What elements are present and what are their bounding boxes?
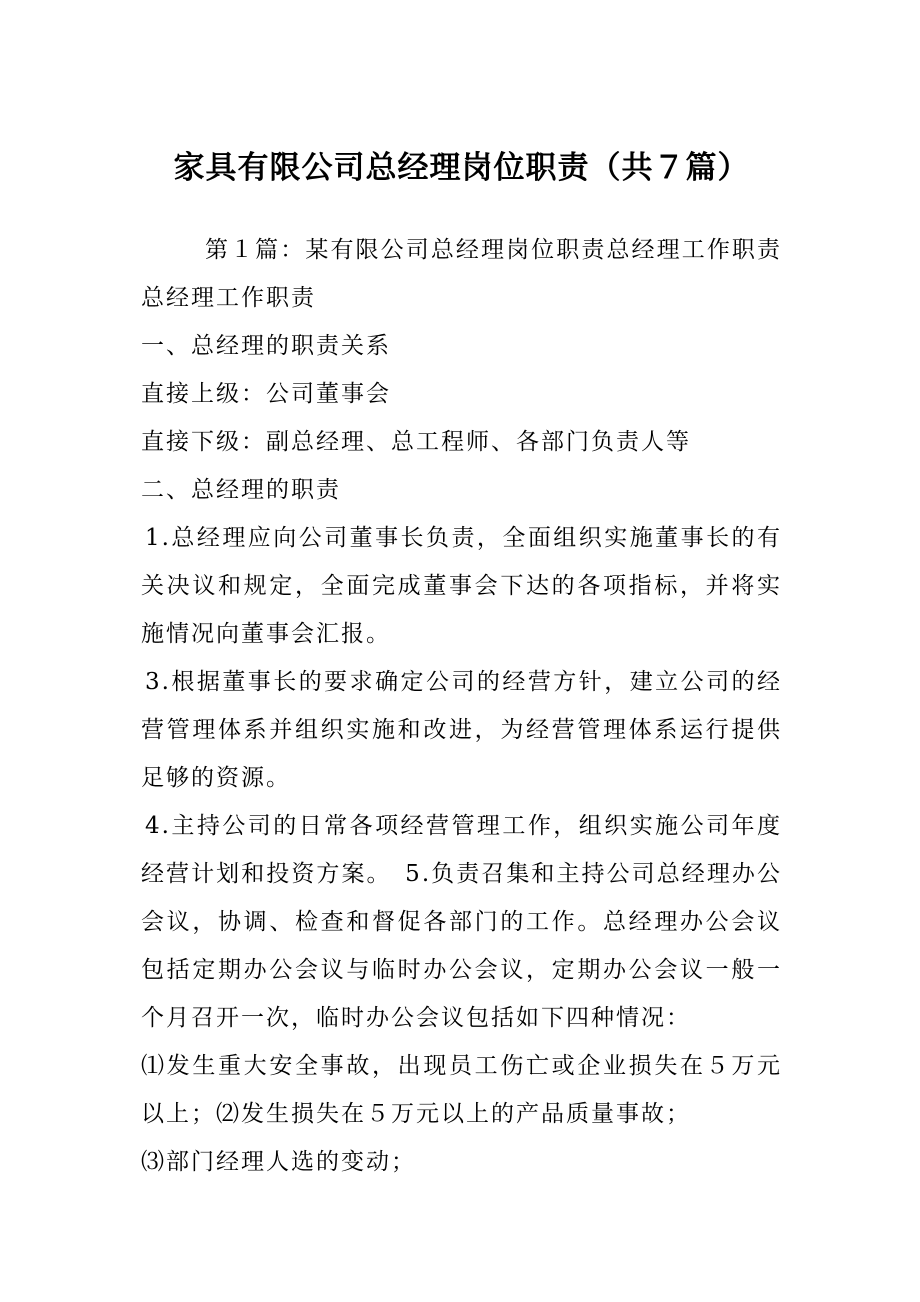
paragraph-duty-3: 3.根据董事长的要求确定公司的经营方针，建立公司的经营管理体系并组织实施和改进，为经营管理体系运行提供足够的资源。 xyxy=(141,669,782,791)
paragraph-duty-1: 1.总经理应向公司董事长负责，全面组织实施董事长的有关决议和规定，全面完成董事会下达的各项指标，并将实施情况向董事会汇报。 xyxy=(141,525,782,647)
document-title: 家具有限公司总经理岗位职责（共７篇） xyxy=(173,150,750,186)
paragraph-direct-superior: 直接上级：公司董事会 xyxy=(141,381,391,407)
paragraph-direct-subordinates: 直接下级：副总经理、总工程师、各部门负责人等 xyxy=(141,429,691,455)
paragraph-meeting-case-3: ⑶部门经理人选的变动； xyxy=(141,1149,416,1175)
paragraph-article-heading: 第１篇：某有限公司总经理岗位职责总经理工作职责总经理工作职责 xyxy=(141,237,782,311)
paragraph-section-two-heading: 二、总经理的职责 xyxy=(141,477,341,503)
document-body xyxy=(141,226,782,1186)
paragraph-section-one-heading: 一、总经理的职责关系 xyxy=(141,333,391,359)
paragraph-meeting-cases-1-2: ⑴发生重大安全事故，出现员工伤亡或企业损失在５万元以上；⑵发生损失在５万元以上的产品质量事故； xyxy=(141,1053,782,1127)
paragraph-duty-4-5: 4.主持公司的日常各项经营管理工作，组织实施公司年度经营计划和投资方案。 5.负责召集和主持公司总经理办公会议，协调、检查和督促各部门的工作。总经理办公会议包括定期办公会议与临时办公会议，定期办公会议一般一个月召开一次，临时办公会议包括如下四种情况： xyxy=(141,813,782,1031)
